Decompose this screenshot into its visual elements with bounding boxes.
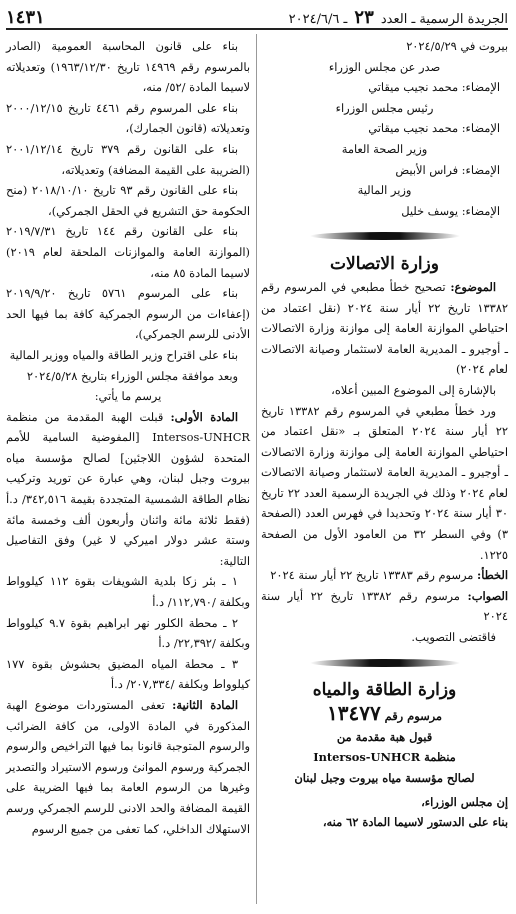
right-column xyxy=(261,36,508,906)
list-item: ١ ـ بئر زكا بلدية الشويفات بقوة ١١٢ كيلوواط وبكلفة /١١٢,٧٩٠/ د.أ xyxy=(6,574,250,610)
signature-health: الإمضاء: فراس الأبيض xyxy=(395,162,500,177)
decree-title-line-1: قبول هبة مقدمة من xyxy=(336,729,433,744)
signing-place-date: بيروت في ٢٠٢٤/٥/٢٩ xyxy=(406,39,508,53)
recital-law-93: بناء على القانون رقم ٩٣ تاريخ ٢٠١٨/١٠/١٠ (منح الحكومة حق التشريع في الحقل الجمركي)، xyxy=(6,183,250,218)
subject-paragraph xyxy=(261,277,508,380)
recital-decree-5761: بناء على المرسوم ٥٧٦١ تاريخ ٢٠١٩/٩/٢٠ (إعفاءات من الرسوم الجمركية كافة بما فيها الحد الأدنى للرسم الجمركي)، xyxy=(6,286,250,342)
list-item: ٢ ـ محطة الكلور نهر ابراهيم بقوة ٩.٧ كيلوواط وبكلفة /٢٢,٣٩٢/ د.أ xyxy=(6,615,250,651)
correction-body: ورد خطأ مطبعي في المرسوم رقم ١٣٣٨٢ تاريخ ٢٢ أيار سنة ٢٠٢٤ المتعلق بـ «نقل اعتماد من احتياطي الموازنة العامة إلى موازنة وزارة الاتصالات ـ أوجيرو ـ المديرية العامة لاستثمار وصيانة الاتصالات لعام ٢٠٢٤ وذلك في الجريدة الرسمية العدد ٢٢ تاريخ ٣٠ أيار سنة ٢٠٢٤ وتحديدا في فهرس العدد (الصفحة ٣) وفي السطر ٣٢ من العامود الأول من الصفحة ١٢٢٥. xyxy=(261,403,509,562)
decree-title-line-3: لصالح مؤسسة مياه بيروت وجبل لبنان xyxy=(294,771,475,785)
signature-finance: الإمضاء: يوسف خليل xyxy=(401,203,500,218)
ministry-energy-heading: وزارة الطاقة والمياه xyxy=(312,680,457,701)
recital-budget-law: بناء على القانون رقم ١٤٤ تاريخ ٢٠١٩/٧/٣١ (الموازنة العامة والموازنات الملحقة لعام ٢٠١٩) لاسيما المادة ٨٥ منه، xyxy=(6,224,250,280)
decree-number: ١٣٤٧٧ xyxy=(326,701,381,726)
subject-text: تصحيح خطأ مطبعي في المرسوم رقم ١٣٣٨٢ تاريخ ٢٢ أيار سنة ٢٠٢٤ (نقل اعتماد من احتياطي الموازنة العامة إلى موازنة وزارة الاتصالات ـ أوجيرو ـ المديرية العامة لاستثمار وصيانة الاتصالات لعام ٢٠٢٤) xyxy=(261,279,509,377)
column-divider xyxy=(256,34,257,904)
recital-accounting-law: بناء على قانون المحاسبة العمومية (الصادر بالمرسوم رقم ١٤٩٦٩ تاريخ ١٩٦٣/١٢/٣٠) وتعديلاته لاسيما المادة /٥٢/ منه، xyxy=(6,39,250,95)
recital-vat-law: بناء على القانون رقم ٣٧٩ تاريخ ٢٠٠١/١٢/١٤ (الضريبة على القيمة المضافة) وتعديلاته، xyxy=(6,141,250,177)
article-1-label: المادة الأولى: xyxy=(170,409,238,424)
gazette-name: الجريدة الرسمية ـ العدد xyxy=(380,12,508,27)
article-2 xyxy=(6,695,250,839)
issue-number: ٢٣ xyxy=(354,7,374,28)
gazette-issue-line xyxy=(289,7,508,28)
article-2-label: المادة الثانية: xyxy=(172,698,238,712)
signature-pm-2: الإمضاء: محمد نجيب ميقاتي xyxy=(368,121,500,136)
article-2-text: تعفى المستوردات موضوع الهبة المذكورة في المادة الاولى، من كافة الضرائب والرسوم المتوجبة قانونا بما فيها التراخيص والرسوم الجمركية ورسوم الموانئ ورسوم الاستيراد والتصدير وغيرها من الرسوم العامة بما فيها الضريبة على القيمة المضافة والحد الادنى للرسم الجمركي ورسم الاستهلاك الداخلي، كما تعفى من جميع الرسوم xyxy=(6,698,250,836)
decree-title-line-2: منظمة Intersos-UNHCR xyxy=(313,750,456,765)
error-text: مرسوم رقم ١٣٣٨٣ تاريخ ٢٢ أيار سنة ٢٠٢٤ xyxy=(270,568,474,583)
left-column xyxy=(6,36,250,906)
page-header xyxy=(6,2,508,30)
decrees-line: يرسم ما يأتي: xyxy=(94,389,162,404)
error-line xyxy=(261,565,508,586)
decree-label: مرسوم رقم xyxy=(384,709,443,724)
subject-label: الموضوع: xyxy=(450,279,496,294)
section-ornament xyxy=(261,226,508,247)
article-1 xyxy=(6,407,250,572)
issue-date: ـ ٢٠٢٤/٦/٦ xyxy=(288,12,348,27)
list-item: ٣ ـ محطة المياه المضيق بحشوش بقوة ١٧٧ كيلوواط وبكلفة /٢٠٧,٣٣٤/ د.أ xyxy=(6,656,250,692)
recital-approval: وبعد موافقة مجلس الوزراء بتاريخ ٢٠٢٤/٥/٢٨ xyxy=(26,368,238,383)
signature-pm-1: الإمضاء: محمد نجيب ميقاتي xyxy=(368,80,500,95)
pm-title: رئيس مجلس الوزراء xyxy=(335,100,434,115)
constitution-line: بناء على الدستور لاسيما المادة ٦٢ منه، xyxy=(322,815,508,830)
ministry-telecom-heading: وزارة الاتصالات xyxy=(330,253,439,274)
closing-line: فاقتضى التصويب. xyxy=(411,630,496,645)
correct-line xyxy=(261,586,508,627)
issuer: صدر عن مجلس الوزراء xyxy=(328,59,441,74)
health-minister-title: وزير الصحة العامة xyxy=(341,141,428,156)
section-ornament xyxy=(261,653,508,674)
recital-customs-law: بناء على المرسوم رقم ٤٤٦١ تاريخ ٢٠٠٠/١٢/١٥ وتعديلاته (قانون الجمارك)، xyxy=(6,100,250,136)
referral-line: بالإشارة إلى الموضوع المبين أعلاه، xyxy=(331,382,496,397)
council-line: إن مجلس الوزراء، xyxy=(421,794,508,809)
correct-label: الصواب: xyxy=(467,588,509,603)
article-1-text: قبلت الهبة المقدمة من منظمة Intersos-UNHCR [المفوضية السامية للأمم المتحدة لشؤون اللاجئين] لصالح مؤسسة مياه بيروت وجبل لبنان، وهي عبارة عن توريد وتركيب نظام الطاقة الشمسية المتجددة بقيمة ٣٤٢,٥١٦/ د.أ (فقط ثلاثة مائة واثنان وأربعون ألف وخمسة مائة وستة عشر دولار اميركي لا غير) وفق التفاصيل التالية: xyxy=(6,409,250,568)
page-number: ١٤٣١ xyxy=(6,7,45,28)
correct-text: مرسوم رقم ١٣٣٨٢ تاريخ ٢٢ أيار سنة ٢٠٢٤ xyxy=(261,588,508,624)
finance-minister-title: وزير المالية xyxy=(357,183,412,198)
decree-heading xyxy=(261,703,508,727)
error-label: الخطأ: xyxy=(476,568,508,583)
recital-proposal: بناء على اقتراح وزير الطاقة والمياه ووزير المالية xyxy=(9,347,238,362)
